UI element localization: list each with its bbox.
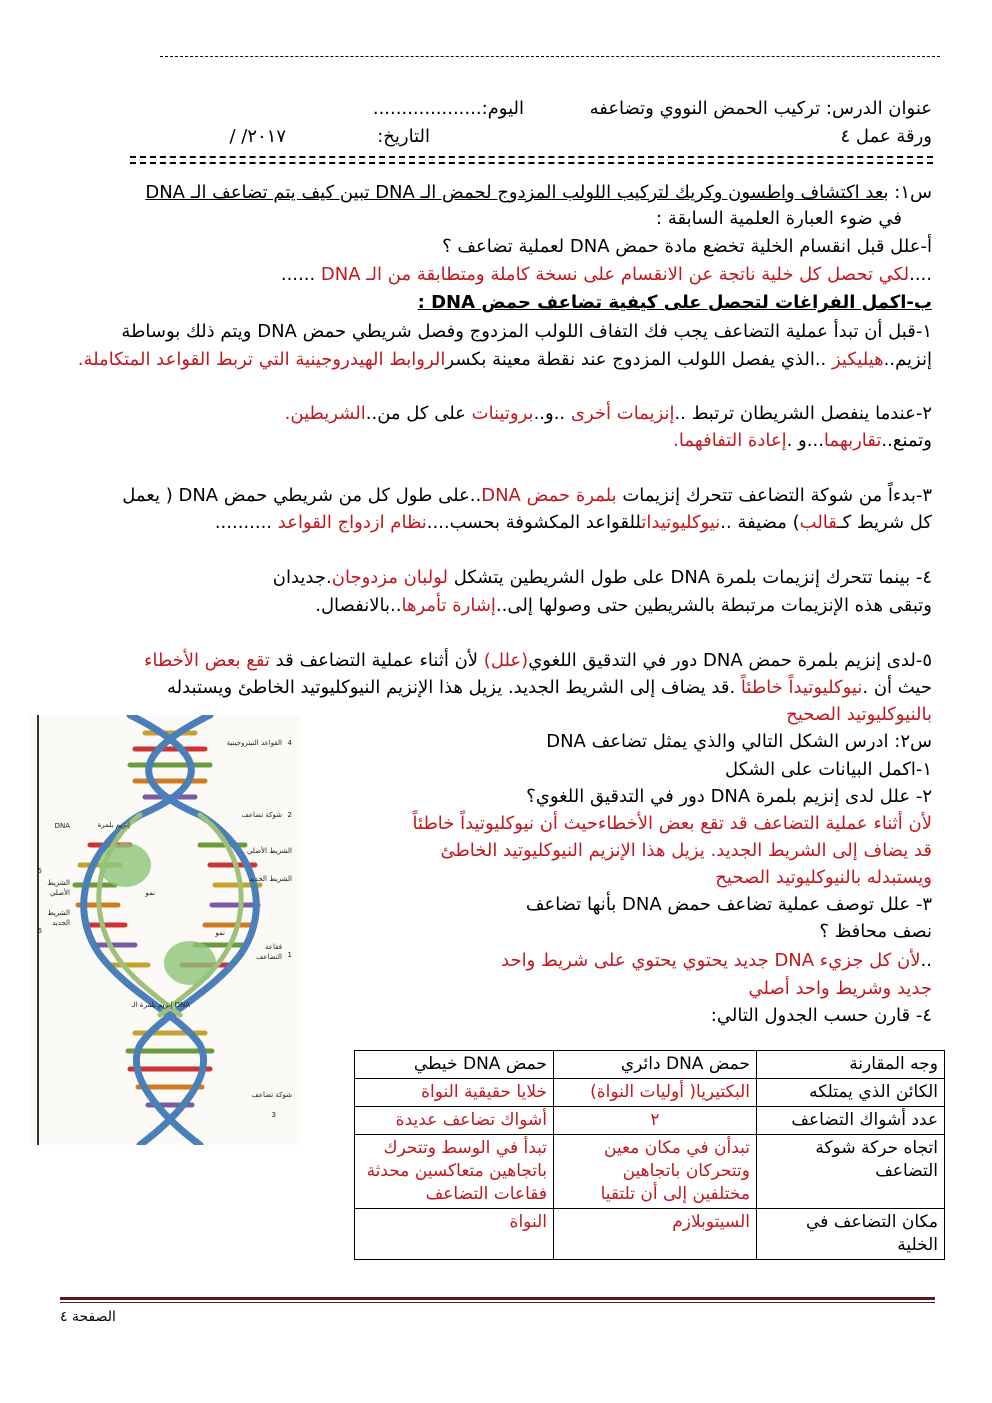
date-value: / /٢٠١٧ bbox=[229, 126, 286, 147]
q2-s2-answer-2: قد يضاف إلى الشريط الجديد. يزيل هذا الإنزيم النيوكليوتيد الخاطئ bbox=[440, 840, 932, 861]
q2-s2-answer-1: لأن أثناء عملية التضاعف قد تقع بعض الأخطاءحيث أن نيوكليوتيداً خاطئاً bbox=[412, 813, 932, 834]
figure-label-bubble-a: فقاعة bbox=[265, 943, 282, 951]
double-rule-2 bbox=[130, 162, 933, 164]
item4-line1: ٤- بينما تتحرك إنزيمات بلمرة DNA على طول الشريطين يتشكل لولبان مزدوجان.جديدان bbox=[272, 567, 932, 588]
figure-label-dna: DNA bbox=[54, 822, 70, 830]
item2-line2: وتمنع..تقاربهما...و .إعادة التفافهما. bbox=[673, 430, 932, 451]
q2-s4: ٤- قارن حسب الجدول التالي: bbox=[710, 1005, 932, 1026]
top-dashed-rule bbox=[160, 56, 940, 57]
table-cell: عدد أشواك التضاعف bbox=[757, 1107, 945, 1135]
q1-a-answer: ....لكي تحصل كل خلية ناتجة عن الانقسام على نسخة كاملة ومتطابقة من الـ DNA ...... bbox=[280, 264, 932, 285]
table-cell: البكتيريا( أوليات النواة) bbox=[554, 1079, 757, 1107]
table-row bbox=[355, 1079, 945, 1107]
table-header-cell: وجه المقارنة bbox=[757, 1051, 945, 1079]
table-cell: السيتوبلازم bbox=[554, 1209, 757, 1260]
q2-s3: ٣- علل توصف عملية تضاعف حمض DNA بأنها تضاعف bbox=[525, 894, 932, 915]
q1-intro-cont: في ضوء العبارة العلمية السابقة : bbox=[656, 208, 902, 229]
figure-label-growth-bottom: نمو bbox=[215, 929, 225, 937]
item5-line3: بالنيوكليوتيد الصحيح bbox=[786, 704, 932, 725]
q2-s2-answer-3: ويستبدله بالنيوكليوتيد الصحيح bbox=[715, 867, 932, 888]
q1-a-question: أ-علل قبل انقسام الخلية تخضع مادة حمض DNA لعملية تضاعف ؟ bbox=[442, 236, 932, 257]
table-row bbox=[355, 1051, 945, 1079]
figure-label-fork-bottom: شوكة تضاعف bbox=[251, 1091, 292, 1099]
footer-rule bbox=[60, 1297, 935, 1300]
table-header-cell: حمض DNA دائري bbox=[554, 1051, 757, 1079]
figure-label-fork-top: شوكة تضاعف bbox=[241, 811, 282, 819]
item3-line2: كل شريط كـقالب) مضيفة ..نيوكليوتيداتللقواعد المكشوفة بحسب....نظام ازدواج القواعد .......... bbox=[214, 512, 932, 533]
date-label: التاريخ: bbox=[377, 126, 430, 147]
table-cell: اتجاه حركة شوكة التضاعف bbox=[757, 1135, 945, 1209]
table-cell: تبدأ في الوسط وتتحرك باتجاهين متعاكسين محدثة فقاعات التضاعف bbox=[355, 1135, 554, 1209]
figure-label-original-strand: الشريط الأصلي bbox=[246, 847, 292, 855]
figure-number-4: 4 bbox=[287, 739, 292, 747]
q2-s2: ٢- علل لدى إنزيم بلمرة DNA دور في التدقيق اللغوي؟ bbox=[526, 786, 932, 807]
figure-label-growth-top: نمو bbox=[145, 889, 155, 897]
item3-line1: ٣-بدءاً من شوكة التضاعف تتحرك إنزيمات بلمرة حمض DNA..على طول كل من شريطي حمض DNA ( يعمل bbox=[122, 485, 932, 506]
table-row bbox=[355, 1135, 945, 1209]
figure-label-6a: الشريط bbox=[47, 909, 70, 917]
figure-label-bubble-b: التضاعف bbox=[256, 953, 282, 961]
table-cell: خلايا حقيقية النواة bbox=[355, 1079, 554, 1107]
figure-number-2: 2 bbox=[287, 811, 292, 819]
footer-rule-thin bbox=[60, 1302, 935, 1303]
table-cell: الكائن الذي يمتلكه bbox=[757, 1079, 945, 1107]
figure-label-polymerase-bottom: إنزيم بلمرة الـ DNA bbox=[131, 1001, 190, 1009]
figure-label-6b: الجديد bbox=[52, 919, 70, 927]
figure-number-5: 5 bbox=[37, 867, 42, 875]
figure-number-1: 1 bbox=[287, 951, 292, 959]
item1-line1: ١-قبل أن تبدأ عملية التضاعف يجب فك التفاف اللولب المزدوج وفصل شريطي حمض DNA ويتم ذلك بوساطة bbox=[121, 321, 932, 342]
item1-line2: إنزيم..هيليكيز ..الذي يفصل اللولب المزدوج عند نقطة معينة بكسرالروابط الهيدروجينية التي تربط القواعد المتكاملة. bbox=[77, 349, 932, 370]
table-cell: مكان التضاعف في الخلية bbox=[757, 1209, 945, 1260]
figure-label-5a: الشريط bbox=[47, 879, 70, 887]
comparison-table bbox=[354, 1050, 945, 1260]
item5-line1: ٥-لدى إنزيم بلمرة حمض DNA دور في التدقيق اللغوي(علل) لأن أثناء عملية التضاعف قد تقع بعض الأخطاء bbox=[143, 650, 932, 671]
figure-label-bases: القواعد النيتروجينية bbox=[226, 739, 282, 747]
dna-replication-figure bbox=[30, 715, 300, 1145]
q2-s3-cont: نصف محافظ ؟ bbox=[819, 921, 932, 942]
q2-title: س٢: ادرس الشكل التالي والذي يمثل تضاعف DNA bbox=[546, 731, 932, 752]
q2-s1: ١-اكمل البيانات على الشكل bbox=[724, 759, 932, 780]
figure-label-new-strand: الشريط الجديد bbox=[249, 875, 292, 883]
lesson-title: عنوان الدرس: تركيب الحمض النووي وتضاعفه bbox=[589, 98, 932, 119]
q2-s3-answer-2: جديد وشريط واحد أصلي bbox=[748, 978, 932, 999]
table-row bbox=[355, 1209, 945, 1260]
q2-s3-answer-1: ..لأن كل جزيء DNA جديد يحتوي يحتوي على شريط واحد bbox=[501, 950, 932, 971]
table-cell: النواة bbox=[355, 1209, 554, 1260]
double-rule bbox=[130, 156, 933, 158]
figure-label-polymerase-top: إنزيم بلمرة bbox=[97, 821, 130, 829]
worksheet-number: ورقة عمل ٤ bbox=[840, 126, 932, 147]
q1-intro: س١: بعد اكتشاف واطسون وكريك لتركيب اللولب المزدوج لحمض الـ DNA تبين كيف يتم تضاعف الـ DNA bbox=[145, 182, 932, 203]
figure-number-6: 6 bbox=[37, 927, 42, 935]
page-number: الصفحة ٤ bbox=[60, 1309, 116, 1325]
table-cell: أشواك تضاعف عديدة bbox=[355, 1107, 554, 1135]
figure-label-5b: الأصلي bbox=[49, 889, 70, 897]
table-header-cell: حمض DNA خيطي bbox=[355, 1051, 554, 1079]
item4-line2: وتبقى هذه الإنزيمات مرتبطة بالشريطين حتى وصولها إلى..إشارة تأمرها..بالانفصال. bbox=[315, 595, 932, 616]
item2-line1: ٢-عندما ينفصل الشريطان ترتبط ..إنزيمات أخرى ..و..بروتينات على كل من..الشريطين. bbox=[284, 403, 932, 424]
item5-line2: حيث أن .نيوكليوتيداً خاطئاً .قد يضاف إلى الشريط الجديد. يزيل هذا الإنزيم النيوكليوتيد الخاطئ ويستبدله bbox=[166, 677, 932, 698]
table-row bbox=[355, 1107, 945, 1135]
table-cell: تبدأن في مكان معين وتتحركان باتجاهين مختلفين إلى أن تلتقيا bbox=[554, 1135, 757, 1209]
table-cell: ٢ bbox=[554, 1107, 757, 1135]
q1-b-title: ب-اكمل الفراغات لتحصل على كيفية تضاعف حمض DNA : bbox=[417, 292, 932, 313]
day-field: اليوم:................... bbox=[372, 98, 524, 119]
figure-number-3: 3 bbox=[271, 1111, 276, 1119]
